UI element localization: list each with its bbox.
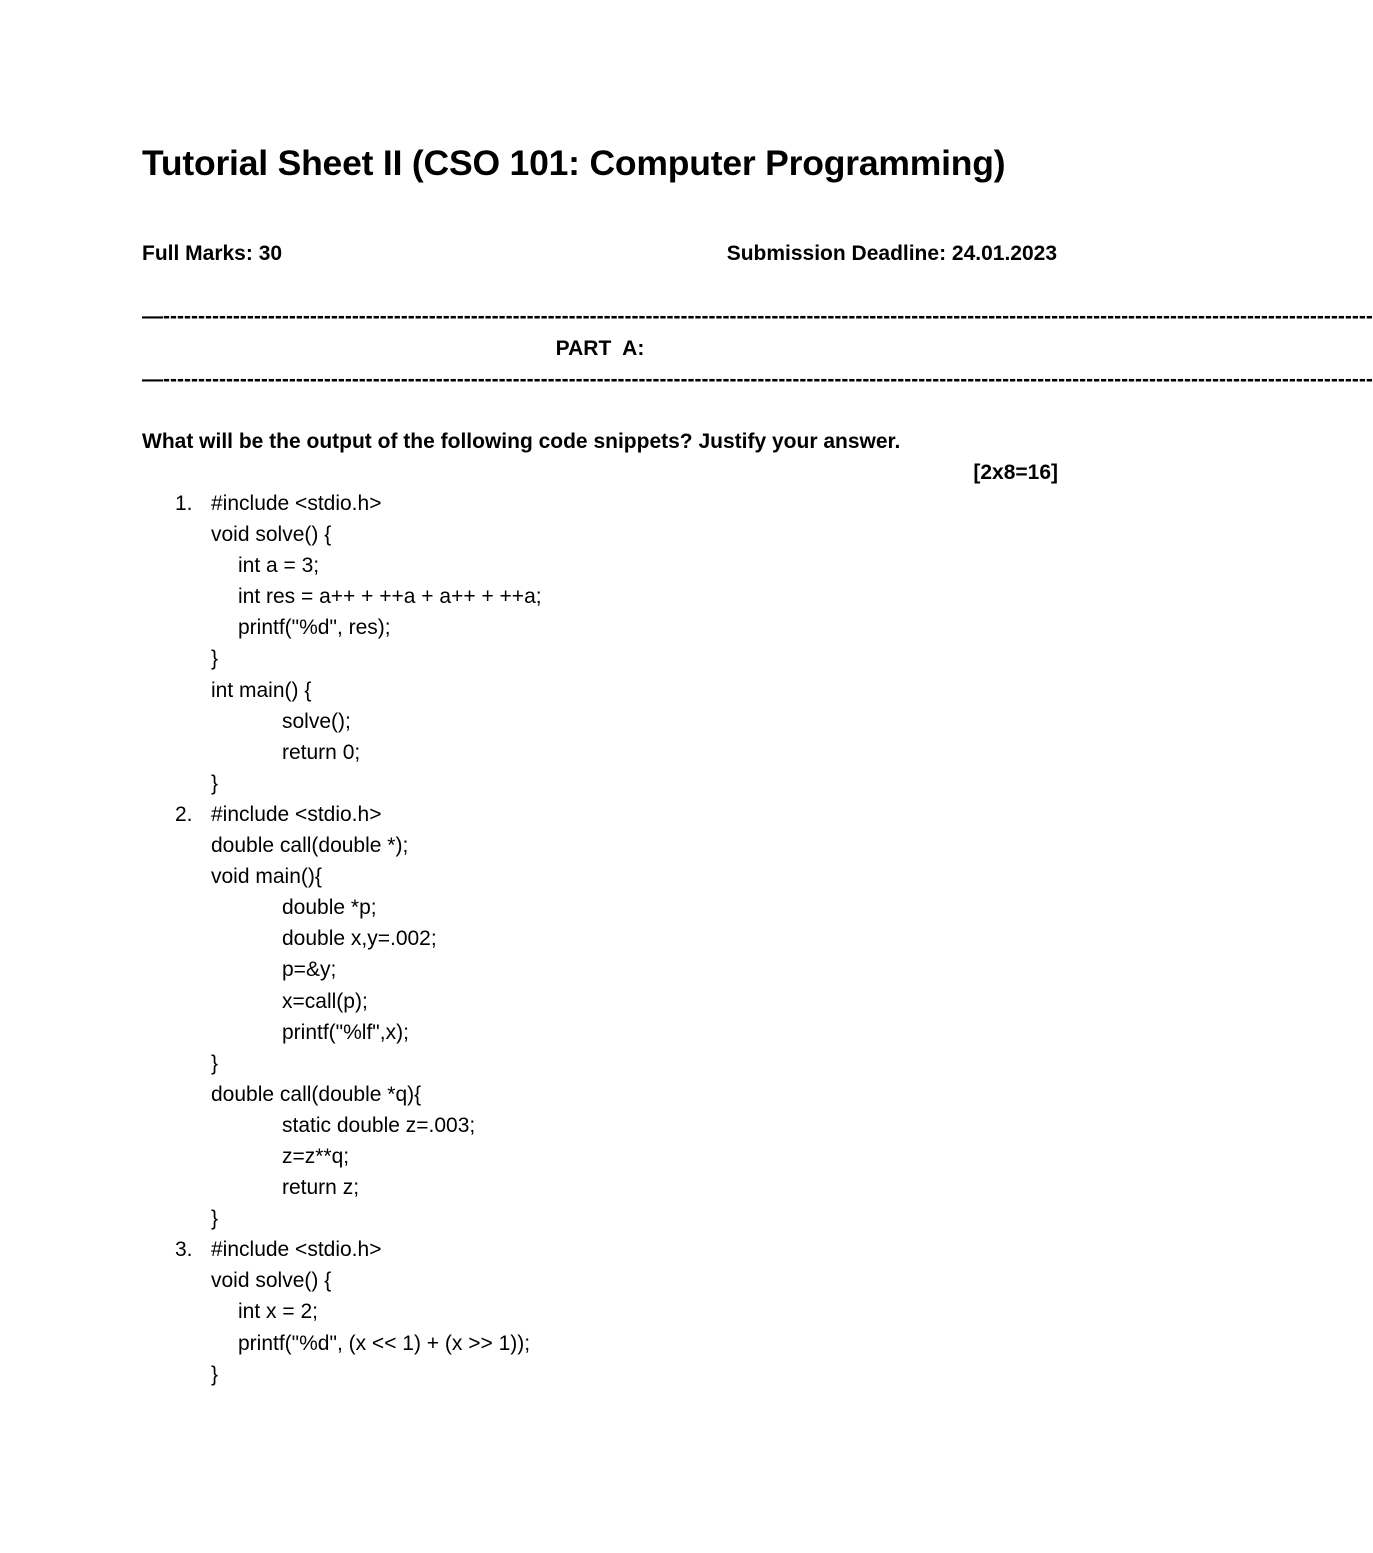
code-text: return 0; <box>282 740 361 764</box>
code-line <box>0 645 1200 676</box>
code-text: void solve() { <box>211 1269 332 1293</box>
code-line <box>0 739 1200 770</box>
code-text: } <box>211 1362 219 1386</box>
question-list <box>0 490 1200 1392</box>
code-line <box>0 708 1200 739</box>
part-heading: PART A: <box>555 337 645 360</box>
code-text: double call(double *); <box>211 834 409 858</box>
code-text: void main(){ <box>211 865 322 889</box>
code-line <box>0 583 1200 614</box>
code-line <box>0 552 1200 583</box>
code-text: int main() { <box>211 678 312 702</box>
code-line <box>0 1298 1200 1329</box>
code-text: int res = a++ + ++a + a++ + ++a; <box>238 585 542 609</box>
code-text: int a = 3; <box>238 554 320 578</box>
code-line <box>0 956 1200 987</box>
code-line <box>0 1019 1200 1050</box>
code-line <box>0 614 1200 645</box>
code-text: #include <stdio.h> <box>211 802 382 826</box>
code-line <box>0 1143 1200 1174</box>
code-text: } <box>211 1051 219 1075</box>
code-text: z=z**q; <box>282 1144 350 1168</box>
code-line <box>0 1174 1200 1205</box>
code-text: } <box>211 647 219 671</box>
code-text: void solve() { <box>211 523 332 547</box>
code-text: double call(double *q){ <box>211 1082 422 1106</box>
code-text: printf("%d", (x << 1) + (x >> 1)); <box>238 1331 531 1355</box>
code-line <box>0 1236 1200 1267</box>
page-title: Tutorial Sheet II (CSO 101: Computer Programming) <box>142 143 1006 183</box>
code-line <box>0 988 1200 1019</box>
code-text: return z; <box>282 1176 360 1200</box>
code-line <box>0 490 1200 521</box>
code-text: x=call(p); <box>282 989 368 1013</box>
instruction-text: What will be the output of the following code snippets? Justify your answer. <box>142 430 901 453</box>
question-number: 2. <box>175 802 193 826</box>
code-text: solve(); <box>282 709 351 733</box>
code-text: printf("%d", res); <box>238 616 391 640</box>
code-text: p=&y; <box>282 958 337 982</box>
code-text: printf("%lf",x); <box>282 1020 409 1044</box>
code-line <box>0 1205 1200 1236</box>
code-line <box>0 1267 1200 1298</box>
code-line <box>0 1112 1200 1143</box>
code-line <box>0 770 1200 801</box>
code-text: #include <stdio.h> <box>211 492 382 515</box>
code-line <box>0 521 1200 552</box>
code-line <box>0 1050 1200 1081</box>
code-line <box>0 1361 1200 1392</box>
code-text: } <box>211 771 219 795</box>
code-line <box>0 677 1200 708</box>
code-line <box>0 925 1200 956</box>
code-text: int x = 2; <box>238 1300 318 1324</box>
code-line <box>0 894 1200 925</box>
code-text: #include <stdio.h> <box>211 1238 382 1262</box>
code-text: } <box>211 1207 219 1231</box>
code-line <box>0 832 1200 863</box>
code-text: double x,y=.002; <box>282 927 437 951</box>
code-line <box>0 863 1200 894</box>
question-number: 3. <box>175 1238 193 1262</box>
code-text: double *p; <box>282 896 377 920</box>
separator-top: —----------------------------------------------------------------------------------------------------------------------------------------------------------------------------- <box>142 305 1373 328</box>
separator-bottom: —----------------------------------------------------------------------------------------------------------------------------------------------------------------------------- <box>142 368 1373 391</box>
question-number: 1. <box>175 492 193 515</box>
full-marks: Full Marks: 30 <box>142 242 283 265</box>
code-line <box>0 1330 1200 1361</box>
code-text: static double z=.003; <box>282 1113 476 1137</box>
submission-deadline: Submission Deadline: 24.01.2023 <box>726 242 1057 265</box>
code-line <box>0 1081 1200 1112</box>
marks-allocation: [2x8=16] <box>973 461 1058 484</box>
code-line <box>0 801 1200 832</box>
